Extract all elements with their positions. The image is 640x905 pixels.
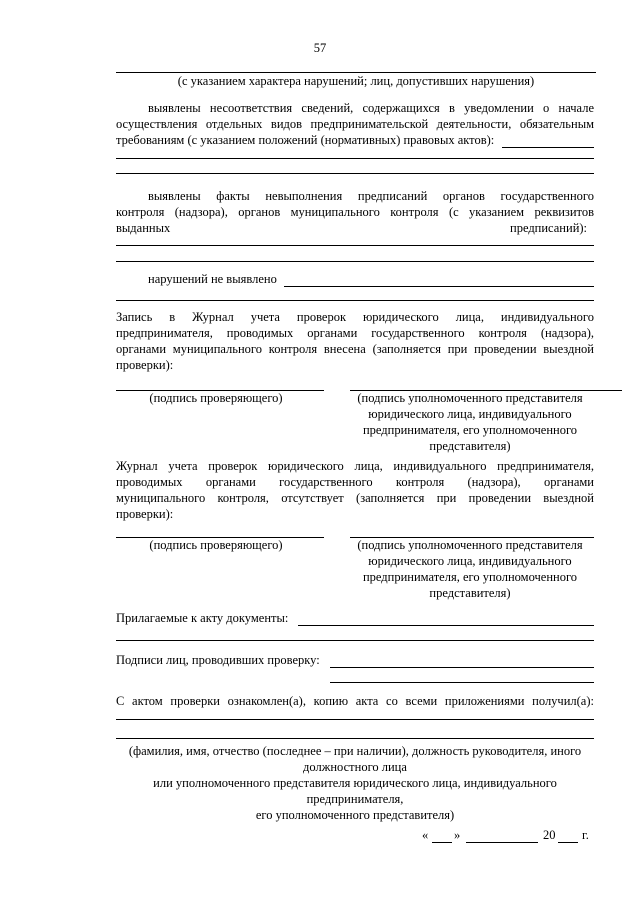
final-caption-l1: (фамилия, имя, отчество (последнее – при наличии), должность руководителя, иного: [128, 744, 582, 758]
rep-caption-1-l4: представителя): [429, 439, 511, 453]
date-month-line[interactable]: [466, 842, 538, 843]
nonfulfillment-fill-line-2[interactable]: [116, 261, 594, 262]
date-year-line[interactable]: [558, 842, 578, 843]
inconsistency-line-1: выявлены несоответствия сведений, содержащихся в уведомлении о начале: [148, 101, 594, 115]
date-close-quote: »: [454, 828, 461, 842]
no-violations-fill-line[interactable]: [284, 286, 594, 287]
inconsistency-line-3: требованиям (с указанием положений (нормативных) правовых актов):: [116, 133, 495, 147]
inconsistency-fill-line-2[interactable]: [116, 173, 594, 174]
date-day-line[interactable]: [432, 842, 452, 843]
rep-caption-1-l2: юридического лица, индивидуального: [368, 407, 572, 421]
rep-caption-2-l2: юридического лица, индивидуального: [368, 554, 572, 568]
final-caption-l2: должностного лица: [303, 760, 407, 774]
journal-entry-line-4: проверки):: [116, 358, 174, 372]
attached-docs-fill-line[interactable]: [298, 625, 594, 626]
final-caption-l3: или уполномоченного представителя юридического лица, индивидуального: [153, 776, 557, 790]
rep-caption-2-l3: предпринимателя, его уполномоченного: [362, 570, 578, 584]
inconsistency-fill-line-1[interactable]: [116, 158, 594, 159]
violations-caption: (с указанием характера нарушений; лиц, допустивших нарушения): [177, 74, 535, 88]
nonfulfillment-line-3a: выданных: [116, 221, 171, 235]
nonfulfillment-fill-line-1[interactable]: [116, 245, 594, 246]
inconsistency-fill-line-0[interactable]: [502, 147, 594, 148]
journal-absent-line-2: проводимых органами государственного контроля (надзора), органами: [116, 475, 594, 489]
acquainted-fill-line-2[interactable]: [116, 738, 594, 739]
journal-absent-line-1: Журнал учета проверок юридического лица, индивидуального предпринимателя,: [116, 459, 594, 473]
date-year-suffix: г.: [582, 828, 589, 842]
acquainted-fill-line-1[interactable]: [116, 719, 594, 720]
inspector-signature-caption-1: (подпись проверяющего): [149, 391, 283, 405]
rep-caption-1-l1: (подпись уполномоченного представителя: [357, 391, 583, 405]
journal-absent-line-3: муниципального контроля, отсутствует (заполняется при проведении выездной: [116, 491, 594, 505]
inspector-signature-caption-2: (подпись проверяющего): [149, 538, 283, 552]
attached-docs-fill-line-2[interactable]: [116, 640, 594, 641]
rep-caption-2-l1: (подпись уполномоченного представителя: [357, 538, 583, 552]
journal-entry-line-2: предпринимателя, проводимых органами государственного контроля (надзора),: [116, 326, 594, 340]
date-year-prefix: 20: [543, 828, 556, 842]
page-number: 57: [313, 41, 327, 55]
journal-entry-line-3: органами муниципального контроля внесена (заполняется при проведении выездной: [116, 342, 594, 356]
no-violations-label: нарушений не выявлено: [148, 272, 277, 286]
nonfulfillment-line-2: контроля (надзора), органов муниципального контроля (с указанием реквизитов: [116, 205, 594, 219]
journal-entry-line-1: Запись в Журнал учета проверок юридического лица, индивидуального: [116, 310, 594, 324]
nonfulfillment-line-1: выявлены факты невыполнения предписаний органов государственного: [148, 189, 594, 203]
final-caption-l4: предпринимателя,: [306, 792, 404, 806]
date-open-quote: «: [422, 828, 429, 842]
rep-caption-1-l3: предпринимателя, его уполномоченного: [362, 423, 578, 437]
nonfulfillment-line-3b: предписаний):: [510, 221, 588, 235]
journal-absent-line-4: проверки):: [116, 507, 174, 521]
inspectors-signatures-line-2[interactable]: [330, 682, 594, 683]
no-violations-fill-line-2[interactable]: [116, 300, 594, 301]
final-caption-l5: его уполномоченного представителя): [255, 808, 455, 822]
inconsistency-line-2: осуществления отдельных видов предпринимательской деятельности, обязательным: [116, 117, 594, 131]
inspectors-signatures-line-1[interactable]: [330, 667, 594, 668]
inspectors-signatures-label: Подписи лиц, проводивших проверку:: [116, 653, 320, 667]
acquainted-text: С актом проверки ознакомлен(а), копию акта со всеми приложениями получил(а):: [116, 694, 594, 708]
attached-docs-label: Прилагаемые к акту документы:: [116, 611, 289, 625]
rep-caption-2-l4: представителя): [429, 586, 511, 600]
